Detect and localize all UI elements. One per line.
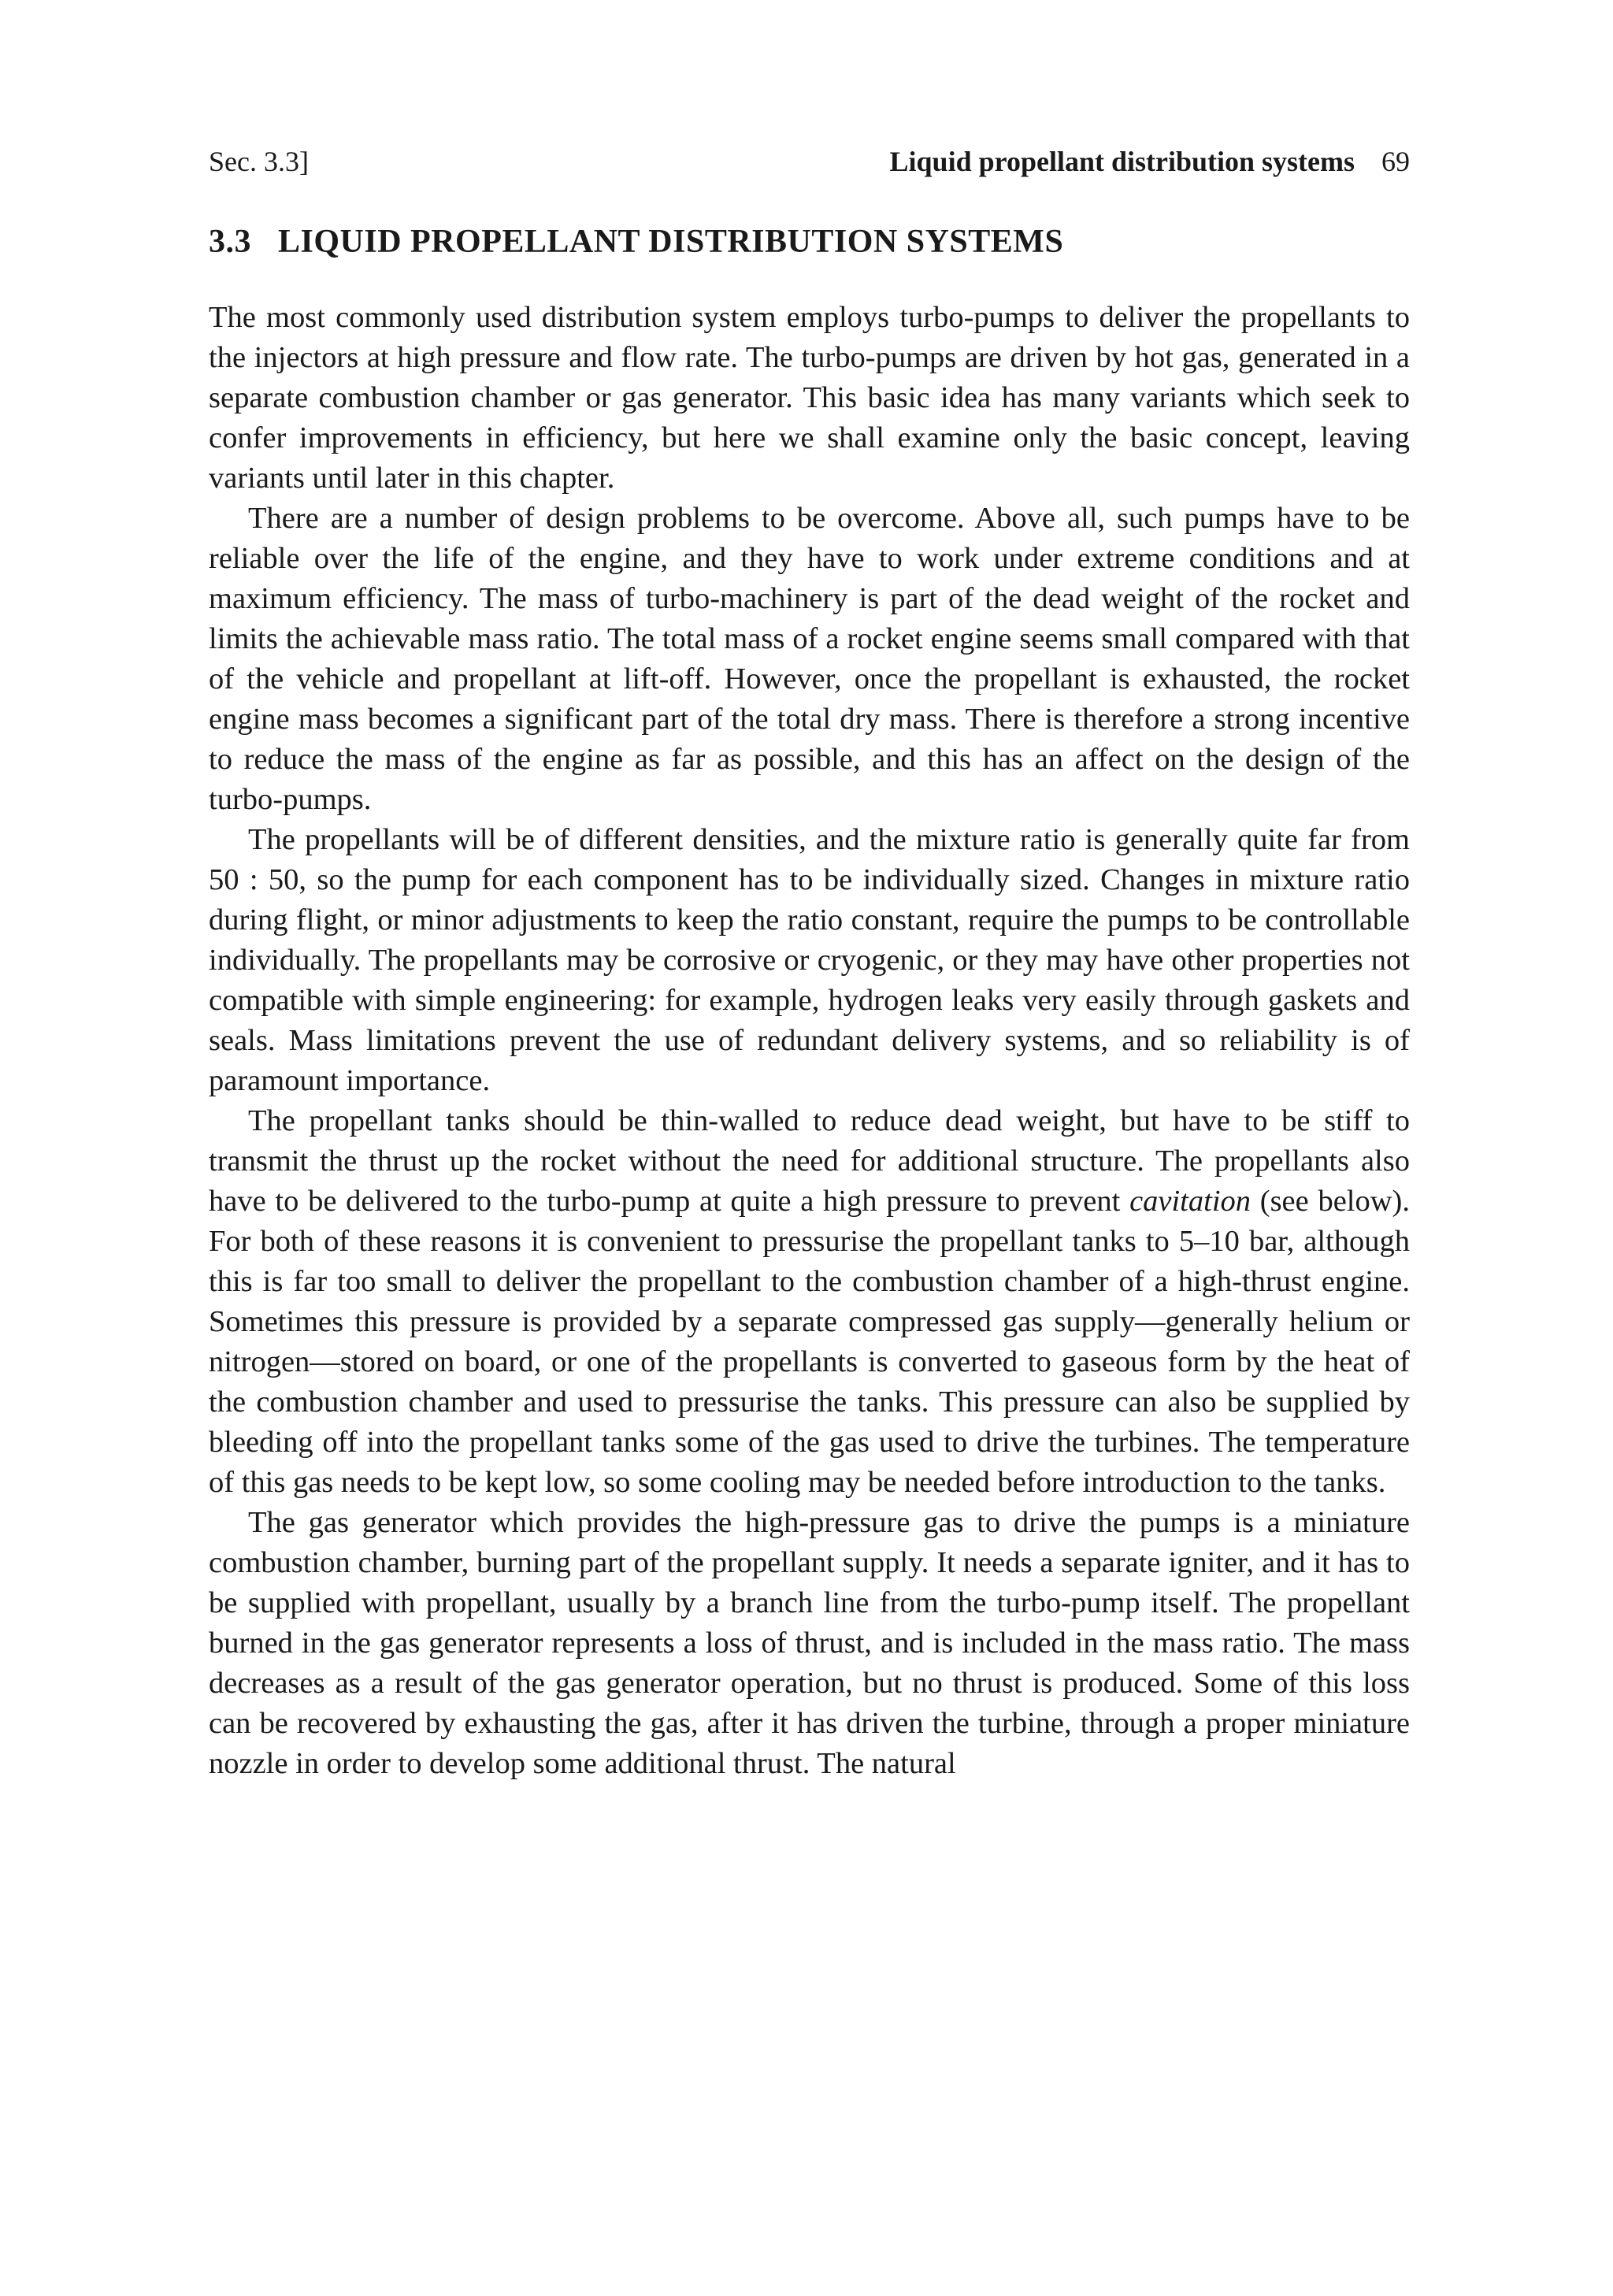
running-head-title: Liquid propellant distribution systems — [889, 146, 1355, 177]
paragraph-4-text-before: The propellant tanks should be thin-walled to reduce dead weight, but have to be stiff to transmit the thrust up the rocket without the need for additional structure. The propellants also have to be delivered to the turbo-pump at quite a high pressure to prevent — [209, 1104, 1410, 1218]
paragraph-5: The gas generator which provides the high-pressure gas to drive the pumps is a miniature combustion chamber, burning part of the propellant supply. It needs a separate igniter, and it has to be supplied with propellant, usually by a branch line from the turbo-pump itself. The propellant burned in the gas generator represents a loss of thrust, and is included in the mass ratio. The mass decreases as a result of the gas generator operation, but no thrust is produced. Some of this loss can be recovered by exhausting the gas, after it has driven the turbine, through a proper miniature nozzle in order to develop some additional thrust. The natural — [209, 1506, 1410, 1780]
paragraph-4 — [209, 1101, 1410, 1503]
paragraph-1: The most commonly used distribution system employs turbo-pumps to deliver the propellants to the injectors at high pressure and flow rate. The turbo-pumps are driven by hot gas, generated in a separate combustion chamber or gas generator. This basic idea has many variants which seek to confer improvements in efficiency, but here we shall examine only the basic concept, leaving variants until later in this chapter. — [209, 301, 1410, 495]
section-body — [209, 298, 1410, 1784]
paragraph-2: There are a number of design problems to be overcome. Above all, such pumps have to be reliable over the life of the engine, and they have to work under extreme conditions and at maximum efficiency. The mass of turbo-machinery is part of the dead weight of the rocket and limits the achievable mass ratio. The total mass of a rocket engine seems small compared with that of the vehicle and propellant at lift-off. However, once the propellant is exhausted, the rocket engine mass becomes a significant part of the total dry mass. There is therefore a strong incentive to reduce the mass of the engine as far as possible, and this has an affect on the design of the turbo-pumps. — [209, 502, 1410, 816]
paragraph-4-text-after: (see below). For both of these reasons it is convenient to pressurise the propellant tanks to 5–10 bar, although this is far too small to deliver the propellant to the combustion chamber of a high-thrust engine. Sometimes this pressure is provided by a separate compressed gas supply—generally helium or nitrogen—stored on board, or one of the propellants is converted to gaseous form by the heat of the combustion chamber and used to pressurise the tanks. This pressure can also be supplied by bleeding off into the propellant tanks some of the gas used to drive the turbines. The temperature of this gas needs to be kept low, so some cooling may be needed before introduction to the tanks. — [209, 1185, 1410, 1499]
book-page — [209, 134, 1410, 1784]
section-title: LIQUID PROPELLANT DISTRIBUTION SYSTEMS — [278, 224, 1064, 260]
running-head — [209, 134, 1410, 189]
emphasis-cavitation: cavitation — [1129, 1185, 1251, 1218]
section-number: 3.3 — [209, 224, 251, 260]
section-heading — [209, 217, 1410, 266]
paragraph-3: The propellants will be of different densities, and the mixture ratio is generally quite far from 50 : 50, so the pump for each component has to be individually sized. Changes in mixture ratio during flight, or minor adjustments to keep the ratio constant, require the pumps to be controllable individually. The propellants may be corrosive or cryogenic, or they may have other properties not compatible with simple engineering: for example, hydrogen leaks very easily through gaskets and seals. Mass limitations prevent the use of redundant delivery systems, and so reliability is of paramount importance. — [209, 823, 1410, 1097]
section-reference: Sec. 3.3] — [209, 146, 309, 177]
running-head-right — [890, 134, 1410, 189]
page-number: 69 — [1381, 146, 1410, 177]
